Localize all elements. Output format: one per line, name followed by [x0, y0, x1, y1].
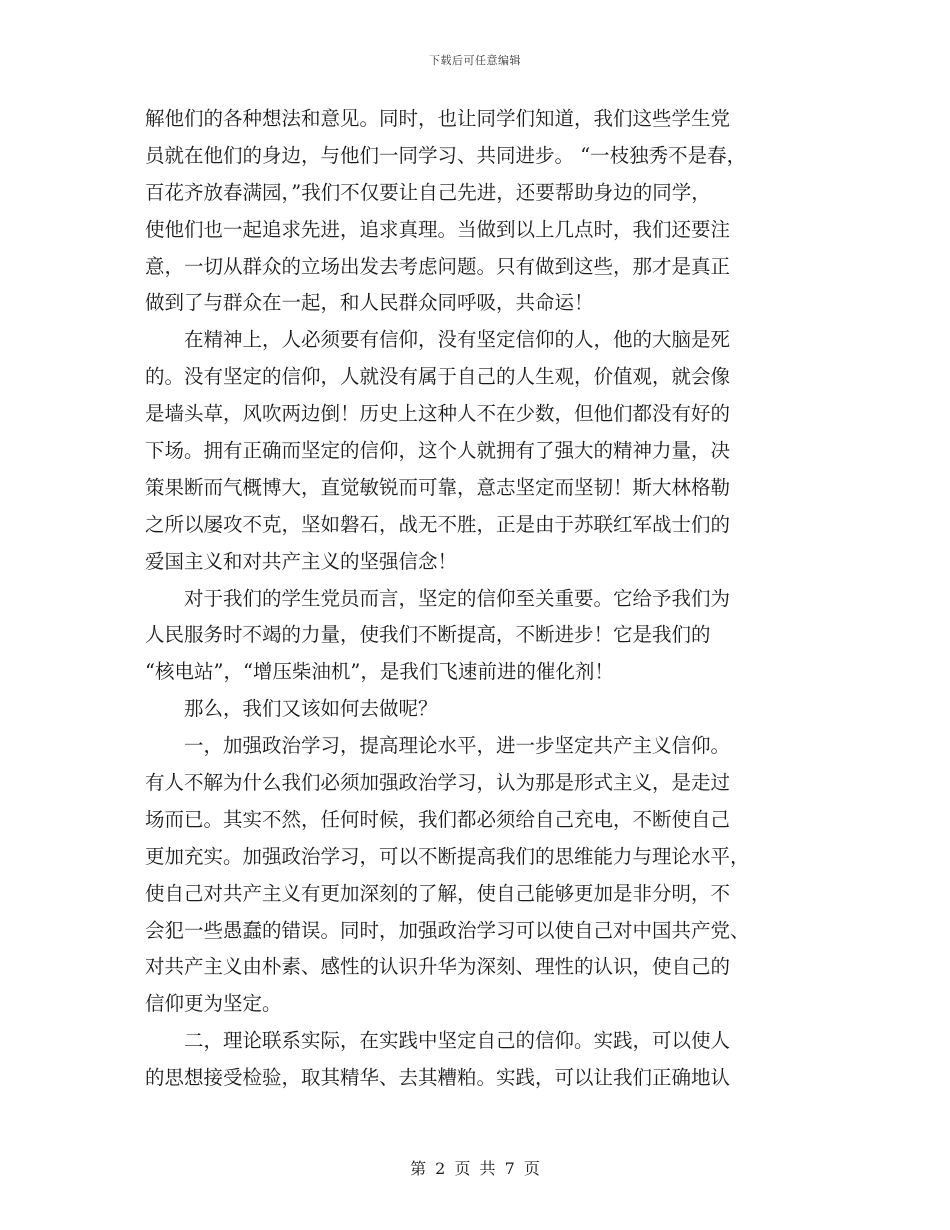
text-line: 是墙头草，风吹两边倒！历史上这种人不在少数，但他们都没有好的: [145, 402, 731, 426]
text-line: 那么，我们又该如何去做呢？: [184, 697, 438, 721]
text-line: 使他们也一起追求先进，追求真理。当做到以上几点时，我们还要注: [145, 217, 731, 241]
text-line: 员就在他们的身边，与他们一同学习、共同进步。 “一枝独秀不是春，: [145, 143, 747, 167]
text-line: 策果断而气概博大，直觉敏锐而可靠，意志坚定而坚韧！斯大林格勒: [145, 475, 731, 499]
text-line: 下场。拥有正确而坚定的信仰，这个人就拥有了强大的精神力量，决: [145, 439, 731, 463]
text-line: 的思想接受检验，取其精华、去其糟粕。实践，可以让我们正确地认: [145, 1066, 731, 1090]
text-line: 做到了与群众在一起，和人民群众同呼吸，共命运！: [145, 291, 594, 315]
text-line: 对于我们的学生党员而言，坚定的信仰至关重要。它给予我们为: [184, 586, 731, 610]
text-line: 爱国主义和对共产主义的坚强信念！: [145, 549, 458, 573]
text-line: 解他们的各种想法和意见。同时，也让同学们知道，我们这些学生党: [145, 107, 731, 130]
text-line: 对共产主义由朴素、感性的认识升华为深刻、理性的认识，使自己的: [145, 955, 731, 979]
text-line: 一，加强政治学习，提高理论水平，进一步坚定共产主义信仰。: [184, 734, 731, 758]
text-line: 场而已。其实不然，任何时候，我们都必须给自己充电，不断使自己: [145, 807, 731, 831]
body-text: [145, 101, 825, 1097]
text-line: 之所以屡攻不克，坚如磐石，战无不胜，正是由于苏联红军战士们的: [145, 512, 731, 536]
text-line: “核电站”，“增压柴油机”，是我们飞速前进的催化剂！: [145, 660, 614, 684]
page-footer: 第 2 页 共 7 页: [410, 1159, 540, 1178]
text-line: 人民服务时不竭的力量，使我们不断提高，不断进步！它是我们的: [145, 623, 711, 647]
text-line: 会犯一些愚蠢的错误。同时，加强政治学习可以使自己对中国共产党、: [145, 918, 750, 942]
text-line: 有人不解为什么我们必须加强政治学习，认为那是形式主义，是走过: [145, 771, 731, 795]
text-line: 信仰更为坚定。: [145, 992, 282, 1016]
text-line: 在精神上，人必须要有信仰，没有坚定信仰的人，他的大脑是死: [184, 328, 731, 352]
text-line: 的。没有坚定的信仰，人就没有属于自己的人生观，价值观，就会像: [145, 365, 731, 389]
text-line: 更加充实。加强政治学习，可以不断提高我们的思维能力与理论水平，: [145, 844, 750, 868]
page-header: 下载后可任意编辑: [429, 54, 521, 67]
text-line: 百花齐放春满园，”我们不仅要让自己先进，还要帮助身边的同学，: [145, 180, 711, 204]
text-line: 使自己对共产主义有更加深刻的了解，使自己能够更加是非分明，不: [145, 881, 731, 905]
text-line: 意，一切从群众的立场出发去考虑问题。只有做到这些，那才是真正: [145, 254, 731, 278]
text-line: 二，理论联系实际，在实践中坚定自己的信仰。实践，可以使人: [184, 1029, 731, 1053]
